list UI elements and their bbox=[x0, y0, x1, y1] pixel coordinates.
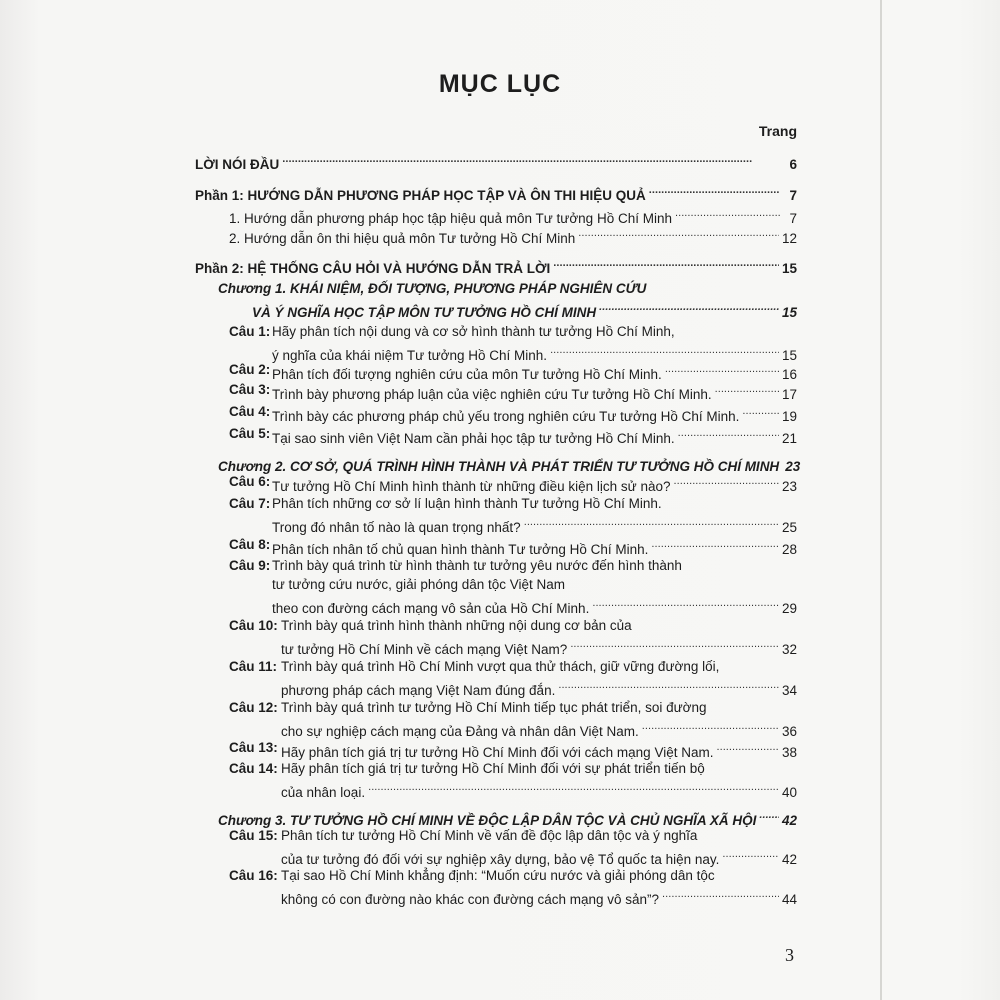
question-label: Câu 13: bbox=[229, 740, 278, 755]
toc-entry-text-line2: ý nghĩa của khái niệm Tư tưởng Hồ Chí Minh. bbox=[272, 348, 548, 363]
toc-entry-text-line2: phương pháp cách mạng Việt Nam đúng đắn. bbox=[281, 683, 556, 698]
question-label: Câu 7: bbox=[229, 496, 271, 511]
toc-page-number: 15 bbox=[781, 305, 797, 320]
toc-entry-text-line1: Phân tích những cơ sở lí luận hình thành Tư tưởng Hồ Chí Minh. bbox=[272, 496, 662, 511]
toc-entry-question-9[interactable] bbox=[229, 556, 797, 618]
toc-entry-text: LỜI NÓI ĐẦU bbox=[195, 157, 280, 172]
toc-entry-text-line2: tư tưởng cứu nước, giải phóng dân tộc Việt Nam bbox=[272, 577, 566, 592]
toc-entry-text: 1. Hướng dẫn phương pháp học tập hiệu quả môn Tư tưởng Hồ Chí Minh bbox=[229, 211, 672, 226]
toc-entry-text-line2: Trong đó nhân tố nào là quan trọng nhất? bbox=[272, 520, 521, 535]
toc-page-number: 34 bbox=[781, 683, 797, 698]
toc-entry-part-1[interactable] bbox=[195, 181, 797, 205]
toc-entry-text-line1: Phân tích tư tưởng Hồ Chí Minh về vấn đề độc lập dân tộc và ý nghĩa bbox=[281, 828, 698, 843]
question-label: Câu 16: bbox=[229, 868, 278, 883]
question-label: Câu 8: bbox=[229, 537, 271, 552]
toc-entry-text: Phần 2: HỆ THỐNG CÂU HỎI VÀ HƯỚNG DẪN TRẢ LỜI bbox=[195, 261, 551, 276]
toc-entry-question-16[interactable] bbox=[229, 866, 797, 909]
leader-dots bbox=[662, 885, 779, 904]
leader-dots bbox=[642, 717, 779, 736]
toc-entry-text-line2: VÀ Ý NGHĨA HỌC TẬP MÔN TƯ TƯỞNG HỒ CHÍ MINH bbox=[252, 305, 597, 320]
leader-dots bbox=[368, 778, 779, 797]
page-title: MỤC LỤC bbox=[438, 70, 562, 98]
toc-entry-part-1-2[interactable] bbox=[229, 224, 797, 248]
toc-page-number: 7 bbox=[789, 188, 797, 203]
toc-entry-text: 2. Hướng dẫn ôn thi hiệu quả môn Tư tưởng Hồ Chí Minh bbox=[229, 231, 576, 246]
toc-entry-text-line2: cho sự nghiệp cách mạng của Đảng và nhân dân Việt Nam. bbox=[281, 724, 639, 739]
toc-entry-question-12[interactable] bbox=[229, 698, 797, 741]
question-label: Câu 5: bbox=[229, 426, 271, 441]
toc-entry-question-3[interactable] bbox=[229, 380, 797, 404]
toc-entry-question-10[interactable] bbox=[229, 616, 797, 659]
toc-page-number: 15 bbox=[781, 261, 797, 276]
toc-page-number: 17 bbox=[781, 387, 797, 402]
toc-page-number: 28 bbox=[781, 542, 797, 557]
toc-entry-text-line2: tư tưởng Hồ Chí Minh về cách mạng Việt Nam? bbox=[281, 642, 568, 657]
leader-dots bbox=[550, 341, 779, 360]
leader-dots bbox=[592, 594, 779, 613]
toc-entry-text: Phân tích đối tượng nghiên cứu của môn Tư tưởng Hồ Chí Minh. bbox=[272, 367, 662, 382]
toc-page-number: 16 bbox=[781, 367, 797, 382]
question-label: Câu 1: bbox=[229, 324, 271, 339]
toc-entry-text: Trình bày phương pháp luận của việc nghiên cứu Tư tưởng Hồ Chí Minh. bbox=[272, 387, 712, 402]
toc-page-number: 36 bbox=[781, 724, 797, 739]
toc-page-number: 42 bbox=[781, 813, 797, 828]
toc-entry-text: Tại sao sinh viên Việt Nam cần phải học tập tư tưởng Hồ Chí Minh. bbox=[272, 431, 675, 446]
leader-dots bbox=[675, 204, 780, 223]
leader-dots bbox=[649, 181, 780, 200]
toc-page-number: 40 bbox=[781, 785, 797, 800]
toc-entry-text-line1: Tại sao Hồ Chí Minh khẳng định: “Muốn cứu nước và giải phóng dân tộc bbox=[281, 868, 715, 883]
leader-dots bbox=[282, 150, 780, 169]
toc-page-number: 21 bbox=[781, 431, 797, 446]
question-label: Câu 3: bbox=[229, 382, 271, 397]
toc-page-number: 12 bbox=[781, 231, 797, 246]
question-label: Câu 11: bbox=[229, 659, 278, 674]
toc-entry-foreword[interactable] bbox=[195, 150, 797, 174]
toc-entry-text-line1: Trình bày quá trình từ hình thành tư tưởng yêu nước đến hình thành bbox=[272, 558, 682, 573]
leader-dots bbox=[722, 845, 779, 864]
toc-entry-text: Hãy phân tích giá trị tư tưởng Hồ Chí Minh đối với cách mạng Việt Nam. bbox=[281, 745, 714, 760]
leader-dots bbox=[558, 676, 779, 695]
leader-dots bbox=[570, 635, 779, 654]
toc-entry-question-6[interactable] bbox=[229, 472, 797, 496]
toc-entry-text-line1: Hãy phân tích giá trị tư tưởng Hồ Chí Minh đối với sự phát triển tiến bộ bbox=[281, 761, 705, 776]
toc-page-number: 19 bbox=[781, 409, 797, 424]
toc-entry-text-line1: Trình bày quá trình tư tưởng Hồ Chí Minh tiếp tục phát triển, soi đường bbox=[281, 700, 707, 715]
toc-entry-text-line1: Trình bày quá trình hình thành những nội dung cơ bản của bbox=[281, 618, 632, 633]
leader-dots bbox=[716, 738, 779, 757]
leader-dots bbox=[599, 298, 779, 317]
toc-page-number: 29 bbox=[781, 601, 797, 616]
toc-entry-text-line2: của tư tưởng đó đối với sự nghiệp xây dựng, bảo vệ Tổ quốc ta hiện nay. bbox=[281, 852, 720, 867]
page-column-header: Trang bbox=[758, 123, 797, 139]
toc-entry-question-11[interactable] bbox=[229, 657, 797, 700]
toc-entry-question-14[interactable] bbox=[229, 759, 797, 802]
leader-dots bbox=[665, 360, 779, 379]
toc-page-number: 23 bbox=[781, 479, 797, 494]
toc-page-number: 42 bbox=[781, 852, 797, 867]
leader-dots bbox=[674, 472, 779, 491]
leader-dots bbox=[742, 402, 779, 421]
toc-entry-question-15[interactable] bbox=[229, 826, 797, 869]
leader-dots bbox=[553, 254, 779, 273]
question-label: Câu 4: bbox=[229, 404, 271, 419]
toc-page-number: 25 bbox=[781, 520, 797, 535]
toc-entry-chapter-1[interactable] bbox=[218, 279, 797, 322]
toc-entry-question-4[interactable] bbox=[229, 402, 797, 426]
toc-entry-text: Tư tưởng Hồ Chí Minh hình thành từ những điều kiện lịch sử nào? bbox=[272, 479, 671, 494]
question-label: Câu 10: bbox=[229, 618, 278, 633]
toc-entry-text-line3: theo con đường cách mạng vô sản của Hồ Chí Minh. bbox=[272, 601, 590, 616]
leader-dots bbox=[759, 806, 779, 825]
toc-entry-text-line2: không có con đường nào khác con đường cách mạng vô sản”? bbox=[281, 892, 660, 907]
leader-dots bbox=[678, 424, 779, 443]
question-label: Câu 6: bbox=[229, 474, 271, 489]
toc-page-number: 44 bbox=[781, 892, 797, 907]
leader-dots bbox=[524, 513, 779, 532]
leader-dots bbox=[651, 535, 779, 554]
toc-entry-question-1[interactable] bbox=[229, 322, 797, 365]
toc-entry-text-line2: của nhân loại. bbox=[281, 785, 366, 800]
toc-page-number: 38 bbox=[781, 745, 797, 760]
toc-page-number: 6 bbox=[789, 157, 797, 172]
toc-entry-text: Phân tích nhân tố chủ quan hình thành Tư tưởng Hồ Chí Minh. bbox=[272, 542, 649, 557]
question-label: Câu 2: bbox=[229, 362, 271, 377]
toc-entry-text-line1: Chương 1. KHÁI NIỆM, ĐỐI TƯỢNG, PHƯƠNG PHÁP NGHIÊN CỨU bbox=[218, 281, 647, 296]
toc-entry-text: Chương 3. TƯ TƯỞNG HỒ CHÍ MINH VỀ ĐỘC LẬP DÂN TỘC VÀ CHỦ NGHĨA XÃ HỘI bbox=[218, 813, 757, 828]
toc-page-number: 15 bbox=[781, 348, 797, 363]
toc-page-number: 32 bbox=[781, 642, 797, 657]
leader-dots bbox=[578, 224, 779, 243]
toc-entry-text-line1: Hãy phân tích nội dung và cơ sở hình thành tư tưởng Hồ Chí Minh, bbox=[272, 324, 675, 339]
toc-page-number: 23 bbox=[785, 459, 801, 474]
toc-entry-text: Trình bày các phương pháp chủ yếu trong nghiên cứu Tư tưởng Hồ Chí Minh. bbox=[272, 409, 740, 424]
question-label: Câu 14: bbox=[229, 761, 278, 776]
leader-dots bbox=[715, 380, 779, 399]
toc-entry-text: Phần 1: HƯỚNG DẪN PHƯƠNG PHÁP HỌC TẬP VÀ ÔN THI HIỆU QUẢ bbox=[195, 188, 646, 203]
toc-entry-text: Chương 2. CƠ SỞ, QUÁ TRÌNH HÌNH THÀNH VÀ PHÁT TRIỂN TƯ TƯỞNG HỒ CHÍ MINH bbox=[218, 459, 780, 474]
question-label: Câu 15: bbox=[229, 828, 278, 843]
toc-page-number: 7 bbox=[789, 211, 797, 226]
toc-entry-part-2[interactable] bbox=[195, 254, 797, 278]
question-label: Câu 9: bbox=[229, 558, 271, 573]
toc-entry-question-7[interactable] bbox=[229, 494, 797, 537]
question-label: Câu 12: bbox=[229, 700, 278, 715]
toc-entry-text-line1: Trình bày quá trình Hồ Chí Minh vượt qua thử thách, giữ vững đường lối, bbox=[281, 659, 720, 674]
toc-entry-question-5[interactable] bbox=[229, 424, 797, 448]
page-number: 3 bbox=[785, 945, 794, 965]
